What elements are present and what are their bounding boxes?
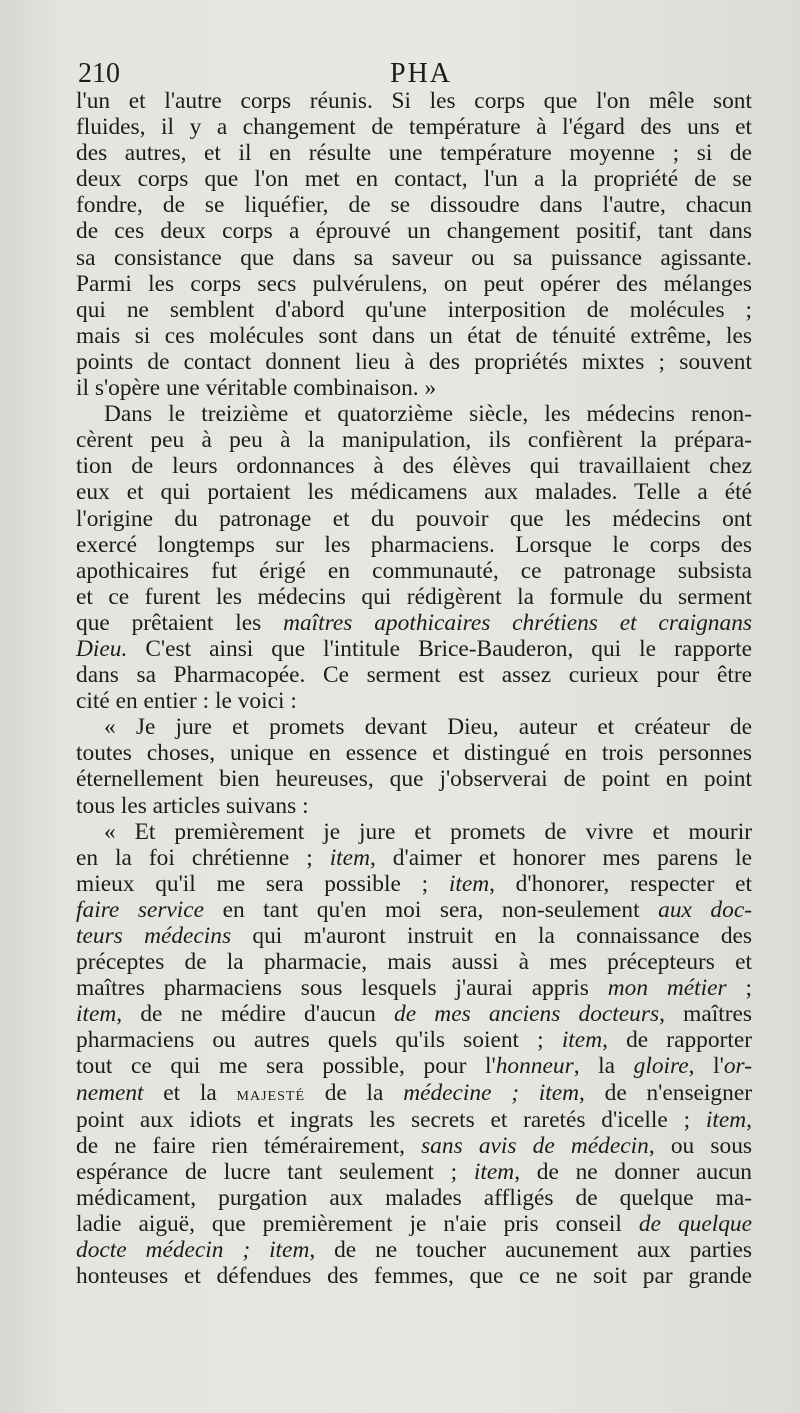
- text-segment: , l': [688, 1053, 724, 1080]
- text-line: [76, 662, 752, 688]
- italic-text: item: [473, 1158, 515, 1185]
- italic-text: item: [561, 1027, 603, 1054]
- text-line: [76, 140, 752, 166]
- text-line: [76, 1001, 752, 1027]
- text-segment: et ce furent les médecins qui rédigèrent la formule du serment: [76, 583, 752, 610]
- text-segment: , d'honorer, respecter et: [489, 870, 752, 897]
- italic-text: de mes anciens docteurs: [394, 1001, 660, 1028]
- italic-text: de quelque: [638, 1211, 752, 1238]
- text-segment: « Je jure et promets devant Dieu, auteur et créateur de: [104, 714, 752, 741]
- text-segment: l'un et l'autre corps réunis. Si les corps que l'on mêle sont: [76, 88, 752, 114]
- text-segment: maîtres pharmaciens sous lesquels j'aurai appris: [76, 975, 608, 1002]
- text-segment: , de ne donner aucun: [514, 1158, 752, 1185]
- text-line: [76, 297, 752, 323]
- text-line: [76, 88, 752, 114]
- text-segment: ;: [726, 975, 752, 1002]
- text-segment: en la foi chrétienne ;: [76, 844, 330, 871]
- text-segment: sa consistance que dans sa saveur ou sa puissance agissante.: [76, 244, 752, 271]
- text-segment: , de ne toucher aucunement aux parties: [309, 1237, 752, 1264]
- italic-text: faire service: [76, 896, 205, 923]
- text-segment: mieux qu'il me sera possible ;: [76, 870, 449, 897]
- text-segment: point aux idiots et ingrats les secrets et raretés d'icelle ;: [76, 1106, 706, 1133]
- text-segment: médicament, purgation aux malades affligés de quelque ma-: [76, 1184, 752, 1211]
- text-segment: eux et qui portaient les médicamens aux malades. Telle a été: [76, 479, 752, 506]
- text-segment: « Et premièrement je jure et promets de vivre et mourir: [104, 818, 752, 845]
- text-line: [76, 506, 752, 532]
- text-segment: apothicaires fut érigé en communauté, ce patronage subsista: [76, 557, 752, 584]
- italic-text: médecine ; item: [403, 1079, 580, 1106]
- text-line: [76, 114, 752, 140]
- text-segment: dans sa Pharmacopée. Ce serment est assez curieux pour être: [76, 662, 752, 689]
- text-segment: et la: [143, 1079, 237, 1106]
- text-segment: l'origine du patronage et du pouvoir que les médecins ont: [76, 505, 752, 532]
- text-segment: que prêtaient les: [76, 609, 284, 636]
- text-segment: tion de leurs ordonnances à des élèves qui travaillaient chez: [76, 453, 752, 480]
- italic-text: item: [329, 844, 370, 871]
- text-segment: qui m'auront instruit en la connaissance des: [231, 923, 752, 949]
- text-line: [76, 349, 752, 375]
- italic-text: or-: [723, 1053, 752, 1080]
- text-line: [76, 740, 752, 766]
- text-segment: , de n'enseigner: [579, 1079, 752, 1106]
- text-line: [76, 793, 752, 819]
- text-segment: ladie aiguë, que premièrement je n'aie pris conseil: [76, 1211, 639, 1238]
- italic-text: item: [76, 1001, 117, 1028]
- text-segment: tous les articles suivans :: [76, 792, 309, 819]
- text-segment: toutes choses, unique en essence et distingué en trois personnes: [76, 740, 752, 767]
- text-segment: mais si ces molécules sont dans un état de ténuité extrême, les: [76, 322, 752, 349]
- text-segment: éternellement bien heureuses, que j'observerai de point en point: [76, 766, 752, 793]
- text-segment: tout ce qui me sera possible, pour l': [76, 1053, 496, 1080]
- text-segment: Parmi les corps secs pulvérulens, on peut opérer des mélanges: [76, 270, 752, 297]
- text-line: [76, 1133, 752, 1159]
- text-line: [76, 1185, 752, 1211]
- text-line: [76, 871, 752, 897]
- text-line: [76, 1107, 752, 1133]
- text-line: [76, 1237, 752, 1263]
- text-segment: espérance de lucre tant seulement ;: [76, 1158, 474, 1185]
- text-segment: en tant qu'en moi sera, non-seulement: [204, 896, 659, 923]
- text-segment: de la: [305, 1079, 404, 1106]
- text-segment: deux corps que l'on met en contact, l'un a la propriété de se: [76, 166, 752, 193]
- italic-text: docte médecin ; item: [76, 1237, 310, 1264]
- italic-text: honneur: [495, 1053, 574, 1080]
- text-line: [76, 245, 752, 271]
- text-segment: fluides, il y a changement de température à l'égard des uns et: [76, 114, 752, 141]
- text-line: [76, 558, 752, 584]
- text-segment: , d'aimer et honorer mes parens le: [369, 844, 753, 871]
- text-line: [76, 323, 752, 349]
- text-segment: points de contact donnent lieu à des propriétés mixtes ; souvent: [76, 348, 752, 375]
- italic-text: nement: [76, 1079, 144, 1106]
- text-segment: cèrent peu à peu à la manipulation, ils confièrent la prépara-: [76, 427, 752, 454]
- body-text: [76, 88, 752, 1289]
- text-segment: honteuses et défendues des femmes, que ce ne soit par grande: [76, 1263, 752, 1290]
- italic-text: Dieu.: [76, 635, 128, 662]
- italic-text: item: [448, 870, 490, 897]
- text-line: [76, 453, 752, 479]
- text-segment: , la: [573, 1053, 634, 1080]
- italic-text: aux doc-: [658, 896, 752, 923]
- text-segment: pharmaciens ou autres quels qu'ils soient ;: [76, 1027, 562, 1054]
- text-line: [76, 1159, 752, 1185]
- text-line: [76, 714, 752, 740]
- text-segment: de ne faire rien témérairement,: [76, 1132, 422, 1159]
- text-line: [76, 897, 752, 923]
- italic-text: item: [705, 1106, 747, 1133]
- text-segment: il s'opère une véritable combinaison. »: [76, 375, 437, 402]
- text-line: [76, 427, 752, 453]
- text-line: [76, 192, 752, 218]
- text-segment: préceptes de la pharmacie, mais aussi à mes précepteurs et: [76, 949, 752, 976]
- text-segment: , de ne médire d'aucun: [116, 1001, 395, 1028]
- text-line: [76, 949, 752, 975]
- text-line: [76, 1080, 752, 1107]
- text-segment: qui ne semblent d'abord qu'une interposition de molécules ;: [76, 296, 752, 323]
- text-line: [76, 375, 752, 401]
- text-line: [76, 923, 752, 949]
- text-line: [76, 845, 752, 871]
- text-line: [76, 610, 752, 636]
- text-segment: fondre, de se liquéfier, de se dissoudre dans l'autre, chacun: [76, 192, 752, 219]
- text-segment: , de rapporter: [602, 1027, 752, 1054]
- italic-text: gloire: [633, 1053, 689, 1080]
- text-line: [76, 636, 752, 662]
- text-segment: , ou sous: [648, 1132, 752, 1159]
- text-line: [76, 688, 752, 714]
- text-line: [76, 401, 752, 427]
- text-segment: de ces deux corps a éprouvé un changement positif, tant dans: [76, 218, 752, 245]
- running-head: PHA: [390, 58, 453, 89]
- text-line: [76, 271, 752, 297]
- italic-text: maîtres apothicaires chrétiens et craignans: [283, 609, 752, 636]
- text-line: [76, 1211, 752, 1237]
- text-line: [76, 479, 752, 505]
- text-segment: exercé longtemps sur les pharmaciens. Lorsque le corps des: [76, 531, 752, 558]
- text-line: [76, 766, 752, 792]
- text-line: [76, 532, 752, 558]
- text-segment: cité en entier : le voici :: [76, 688, 297, 715]
- text-line: [76, 1263, 752, 1289]
- text-line: [76, 819, 752, 845]
- text-line: [76, 1027, 752, 1053]
- text-line: [76, 1053, 752, 1079]
- text-line: [76, 166, 752, 192]
- text-line: [76, 584, 752, 610]
- text-segment: , maîtres: [659, 1001, 752, 1028]
- italic-text: sans avis de médecin: [421, 1132, 649, 1159]
- italic-text: mon métier: [607, 975, 727, 1002]
- page-number: 210: [78, 58, 120, 89]
- text-segment: Dans le treizième et quatorzième siècle, les médecins renon-: [104, 401, 752, 428]
- text-segment: des autres, et il en résulte une température moyenne ; si de: [76, 140, 752, 167]
- text-segment: C'est ainsi que l'intitule Brice-Bauderon, qui le rapporte: [127, 635, 752, 662]
- text-line: [76, 218, 752, 244]
- text-line: [76, 975, 752, 1001]
- text-segment: ,: [746, 1106, 752, 1133]
- small-caps-text: majesté: [236, 1082, 305, 1105]
- italic-text: teurs médecins: [76, 923, 232, 949]
